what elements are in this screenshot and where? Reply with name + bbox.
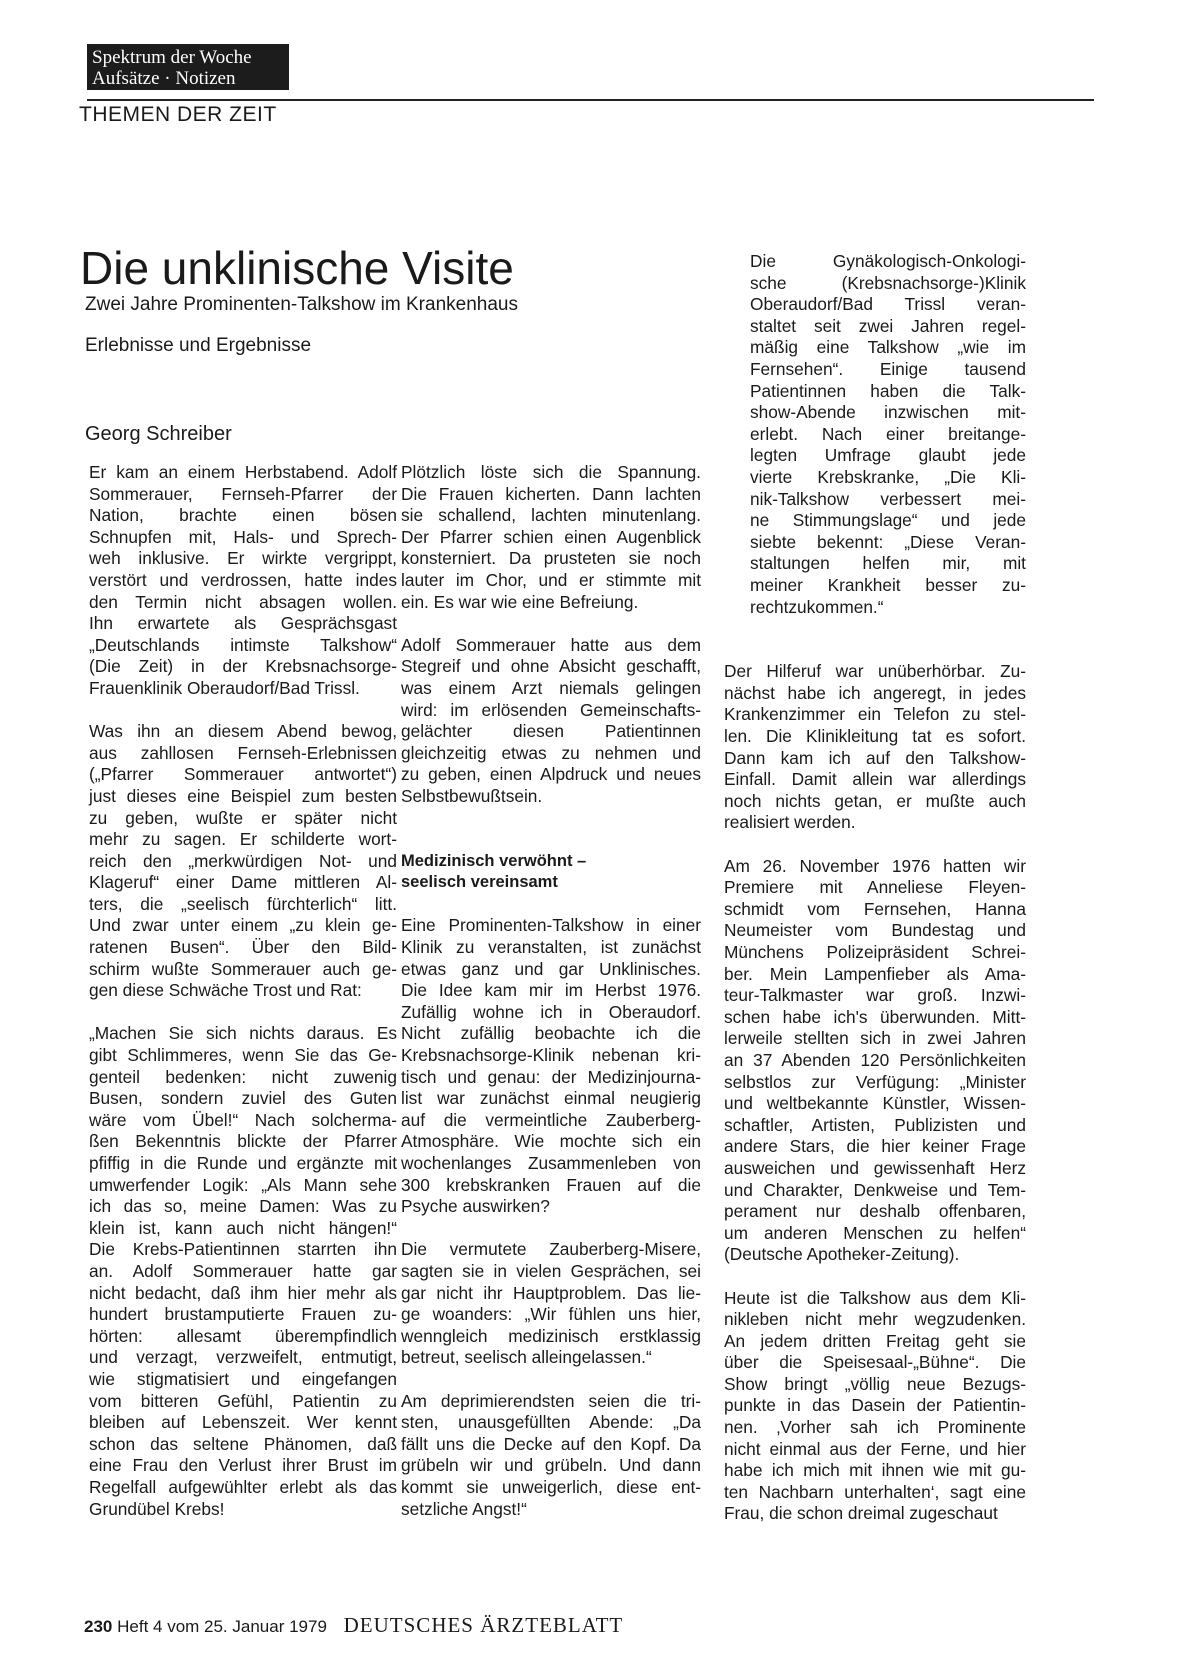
paragraph-gap [89, 700, 397, 722]
text-line: eine Frau den Verlust ihrer Brust im [89, 1455, 397, 1476]
text-line: ters, die „seelisch fürchterlich“ litt. [89, 893, 397, 914]
paragraph-gap [401, 1369, 701, 1391]
text-line: nen. ‚Vorher sah ich Prominente [724, 1417, 1026, 1438]
text-line: staltungen helfen mir, mit [750, 553, 1026, 574]
text-line: show-Abende inzwischen mit- [750, 402, 1026, 423]
text-line: An jedem dritten Freitag geht sie [724, 1330, 1026, 1351]
text-line: gar nicht ihr Hauptproblem. Das lie- [401, 1282, 701, 1303]
text-line: siebte bekennt: „Diese Veran- [750, 531, 1026, 552]
text-line: punkte in das Dasein der Patientin- [724, 1395, 1026, 1416]
paragraph-gap [724, 1266, 1026, 1288]
text-line: Neumeister vom Bundestag und [724, 920, 1026, 941]
text-line: Münchens Polizeipräsident Schrei- [724, 942, 1026, 962]
text-line: gleichzeitig etwas zu nehmen und [401, 742, 701, 763]
text-line: wird: im erlösenden Gemeinschafts- [401, 699, 701, 720]
section-label [87, 44, 289, 90]
page-footer [84, 1613, 623, 1638]
paragraph-gap [401, 808, 701, 830]
text-line: erlebt. Nach einer breitange- [750, 423, 1026, 444]
section-label-line2: Aufsätze · Notizen [92, 68, 236, 89]
paragraph-gap [750, 640, 1026, 662]
text-line: sagten sie in vielen Gesprächen, sei [401, 1260, 701, 1281]
text-line: Einfall. Damit allein war allerdings [724, 769, 1026, 790]
text-line: Patientinnen haben die Talk- [750, 380, 1026, 401]
text-line: reich den „merkwürdigen Not- und [89, 850, 397, 871]
text-line: andere Stars, die hier keiner Frage [724, 1136, 1026, 1157]
text-line: (Die Zeit) in der Krebsnachsorge- [89, 656, 397, 677]
article-subtitle: Zwei Jahre Prominenten-Talkshow im Krankenhaus [85, 294, 518, 315]
text-line: Nicht zufällig beobachte ich die [401, 1023, 701, 1044]
text-line: etwas ganz und gar Unklinisches. [401, 958, 701, 979]
text-line: realisiert werden. [724, 812, 856, 833]
text-line: sie schallend, lachten minutenlang. [401, 505, 701, 526]
text-line: und weltbekannte Künstler, Wissen- [724, 1093, 1026, 1114]
magazine-name: DEUTSCHES ÄRZTEBLATT [343, 1613, 624, 1637]
text-line: Atmosphäre. Wie mochte sich ein [401, 1131, 701, 1152]
text-line: nächst habe ich angeregt, in jedes [724, 682, 1026, 703]
text-line: len. Die Klinikleitung tat es sofort. [724, 726, 1026, 747]
text-line: ten Nachbarn unterhalten‘, sagt eine [724, 1481, 1026, 1502]
text-line: Die Gynäkologisch-Onkologi- [750, 251, 1026, 271]
text-line: und Charakter, Denkweise und Tem- [724, 1179, 1026, 1200]
article-subtitle-2: Erlebnisse und Ergebnisse [85, 335, 312, 356]
subheading-line: seelisch vereinsamt [401, 873, 558, 892]
text-line: Frauenklinik Oberaudorf/Bad Trissl. [89, 677, 360, 698]
text-line: habe ich mich mit ihnen wie mit gu- [724, 1460, 1026, 1481]
text-line: sche (Krebsnachsorge-)Klinik [750, 272, 1026, 293]
paragraph-gap [750, 618, 1026, 640]
text-line: verstört und verdrossen, hatte indes [89, 569, 397, 590]
text-line: weh inklusive. Er wirkte vergrippt, [89, 548, 397, 569]
text-line: list war zunächst einmal neugierig [401, 1088, 701, 1109]
text-line: „Machen Sie sich nichts daraus. Es [89, 1023, 397, 1044]
text-line: nik-Talkshow verbessert mei- [750, 488, 1026, 509]
text-line: schen habe ich's überwunden. Mitt- [724, 1006, 1026, 1027]
text-line: just dieses eine Beispiel zum besten [89, 785, 397, 806]
text-line: lauter im Chor, und er stimmte mit [401, 569, 701, 590]
text-line: Die Idee kam mir im Herbst 1976. [401, 980, 701, 1001]
text-line: an. Adolf Sommerauer hatte gar [89, 1260, 397, 1281]
text-line: klein ist, kann auch nicht hängen!“ [89, 1217, 397, 1238]
text-line: nicht bedacht, daß ihm hier mehr als [89, 1282, 397, 1303]
text-line: ge woanders: „Wir fühlen uns hier, [401, 1304, 701, 1325]
text-line: Zufällig wohne ich in Oberaudorf. [401, 1001, 701, 1022]
text-line: genteil bedenken: nicht zuwenig [89, 1066, 397, 1087]
text-line: zu geben, wußte er später nicht [89, 807, 397, 828]
paragraph-gap [401, 894, 701, 916]
text-line: gen diese Schwäche Trost und Rat: [89, 980, 362, 1001]
text-line: Dann kam ich auf den Talkshow- [724, 747, 1026, 768]
text-line: schmidt vom Fernsehen, Hanna [724, 898, 1026, 919]
text-line: tisch und genau: der Medizinjourna- [401, 1066, 701, 1087]
text-line: noch nichts getan, er mußte auch [724, 790, 1026, 811]
text-line: auf die vermeintliche Zauberberg- [401, 1109, 701, 1130]
text-line: Am 26. November 1976 hatten wir [724, 855, 1026, 876]
text-line: Die Krebs-Patientinnen starrten ihn [89, 1239, 397, 1260]
subheading-line: Medizinisch verwöhnt – [401, 851, 587, 870]
text-line: wäre vom Übel!“ Nach solcherma- [89, 1109, 397, 1130]
text-line: bleiben auf Lebenszeit. Wer kennt [89, 1412, 397, 1433]
text-line: Klageruf“ einer Dame mittleren Al- [89, 872, 397, 893]
text-line: ßen Bekenntnis blickte der Pfarrer [89, 1131, 397, 1152]
text-line: Frau, die schon dreimal zugeschaut [724, 1503, 998, 1524]
text-line: Ihn erwartete als Gesprächsgast [89, 613, 397, 634]
text-line: gibt Schlimmeres, wenn Sie das Ge- [89, 1045, 397, 1066]
text-line: legten Umfrage glaubt jede [750, 445, 1026, 466]
text-line: vierte Krebskranke, „Die Kli- [750, 466, 1026, 487]
text-line: perament nur deshalb offenbaren, [724, 1201, 1026, 1222]
text-line: was einem Arzt niemals gelingen [401, 677, 701, 698]
author: Georg Schreiber [85, 423, 232, 445]
text-line: schon das seltene Phänomen, daß [89, 1433, 397, 1454]
text-line: Der Pfarrer schien einen Augenblick [401, 526, 701, 547]
text-line: Psyche auswirken? [401, 1196, 550, 1217]
text-line: (Deutsche Apotheker-Zeitung). [724, 1244, 960, 1265]
text-line: Und zwar unter einem „zu klein ge- [89, 915, 397, 936]
text-line: teur-Talkmaster war groß. Inzwi- [724, 985, 1026, 1006]
text-line: selbstlos zur Verfügung: „Minister [724, 1071, 1026, 1092]
section-label-line1: Spektrum der Woche [92, 47, 252, 68]
text-line: ratenen Busen“. Über den Bild- [89, 937, 397, 958]
text-line: meiner Krankheit besser zu- [750, 574, 1026, 595]
text-line: nicht einmal aus der Ferne, und hier [724, 1438, 1026, 1459]
text-line: wochenlanges Zusammenleben von [401, 1153, 701, 1173]
paragraph-gap [401, 829, 701, 851]
text-line: staltet seit zwei Jahren regel- [750, 315, 1026, 336]
text-line: schirm wußte Sommerauer auch ge- [89, 958, 397, 979]
text-line: betreut, seelisch alleingelassen.“ [401, 1347, 652, 1368]
paragraph-gap [89, 1002, 397, 1024]
text-line: Nation, brachte einen bösen [89, 505, 397, 526]
text-line: über die Speisesaal-„Bühne“. Die [724, 1352, 1026, 1373]
text-line: sten, unausgefüllten Abende: „Da [401, 1412, 701, 1433]
text-line: ber. Mein Lampenfieber als Ama- [724, 963, 1026, 984]
text-line: mäßig eine Talkshow „wie im [750, 337, 1026, 358]
text-line: Adolf Sommerauer hatte aus dem [401, 634, 701, 655]
text-line: Oberaudorf/Bad Trissl veran- [750, 294, 1026, 315]
text-line: Plötzlich löste sich die Spannung. [401, 462, 701, 482]
text-line: umwerfender Logik: „Als Mann sehe [89, 1174, 397, 1195]
text-line: Heute ist die Talkshow aus dem Kli- [724, 1287, 1026, 1308]
text-line: grübeln wir und grübeln. Und dann [401, 1455, 701, 1476]
text-line: vom bitteren Gefühl, Patientin zu [89, 1390, 397, 1411]
text-line: fällt uns die Decke auf den Kopf. Da [401, 1433, 701, 1454]
text-line: wenngleich medizinisch erstklassig [401, 1325, 701, 1346]
text-column-3 [724, 251, 1026, 1525]
text-line: Klinik zu veranstalten, ist zunächst [401, 937, 701, 958]
text-line: ne Stimmungslage“ und jede [750, 510, 1026, 531]
text-line: wie stigmatisiert und eingefangen [89, 1368, 397, 1389]
kicker: THEMEN DER ZEIT [79, 103, 277, 126]
paragraph-gap [401, 1218, 701, 1240]
text-line: Krankenzimmer ein Telefon zu stel- [724, 704, 1026, 725]
text-line: gelächter diesen Patientinnen [401, 721, 701, 742]
header-rule [87, 99, 1094, 101]
text-line: Regelfall aufgewühlter erlebt als das [89, 1476, 397, 1497]
text-line: („Pfarrer Sommerauer antwortet“) [89, 764, 397, 785]
issue-info: Heft 4 vom 25. Januar 1979 [117, 1617, 327, 1636]
page-number: 230 [84, 1617, 113, 1636]
text-line: Fernsehen“. Einige tausend [750, 358, 1026, 379]
text-line: kommt sie unweigerlich, diese ent- [401, 1476, 701, 1497]
text-line: Der Hilferuf war unüberhörbar. Zu- [724, 661, 1026, 682]
text-line: lerweile stellten sich in zwei Jahren [724, 1028, 1026, 1049]
text-line: zu geben, einen Alpdruck und neues [401, 764, 701, 785]
text-line: mehr zu sagen. Er schilderte wort- [89, 829, 397, 850]
text-line: 300 krebskranken Frauen auf die [401, 1174, 701, 1195]
text-line: pfiffig in die Runde und ergänzte mit [89, 1153, 397, 1173]
text-line: hörten: allesamt überempfindlich [89, 1325, 397, 1346]
text-line: Krebsnachsorge-Klinik nebenan kri- [401, 1045, 701, 1066]
paragraph-gap [401, 613, 701, 635]
text-line: Stegreif und ohne Absicht geschafft, [401, 656, 701, 677]
text-line: Busen, sondern zuviel des Guten [89, 1088, 397, 1109]
paragraph-gap [724, 834, 1026, 856]
text-column-1 [89, 462, 397, 1520]
text-line: und verzagt, verzweifelt, entmutigt, [89, 1347, 397, 1368]
text-line: konsterniert. Da prusteten sie noch [401, 548, 701, 569]
text-line: um anderen Menschen zu helfen“ [724, 1222, 1026, 1243]
text-line: Er kam an einem Herbstabend. Adolf [89, 462, 397, 482]
text-line: Die vermutete Zauberberg-Misere, [401, 1239, 701, 1260]
text-line: an 37 Abenden 120 Persönlichkeiten [724, 1049, 1026, 1070]
text-line: ausweichen und gewissenhaft Herz [724, 1157, 1026, 1178]
text-line: rechtzukommen.“ [750, 596, 884, 617]
text-line: Schnupfen mit, Hals- und Sprech- [89, 526, 397, 547]
text-line: nikleben nicht mehr wegzudenken. [724, 1309, 1026, 1330]
text-line: Show bringt „völlig neue Bezugs- [724, 1373, 1026, 1394]
article-title: Die unklinische Visite [80, 242, 514, 294]
text-line: hundert brustamputierte Frauen zu- [89, 1304, 397, 1325]
text-line: schaftler, Artisten, Publizisten und [724, 1114, 1026, 1135]
text-line: Die Frauen kicherten. Dann lachten [401, 483, 701, 504]
text-line: Selbstbewußtsein. [401, 785, 543, 806]
text-line: „Deutschlands intimste Talkshow“ [89, 634, 397, 655]
text-line: setzliche Angst!“ [401, 1498, 527, 1519]
text-line: ich das so, meine Damen: Was zu [89, 1196, 397, 1217]
text-line: den Termin nicht absagen wollen. [89, 591, 397, 612]
text-line: Grundübel Krebs! [89, 1498, 225, 1519]
text-line: Eine Prominenten-Talkshow in einer [401, 915, 701, 936]
text-line: Premiere mit Anneliese Fleyen- [724, 877, 1026, 898]
text-line: aus zahllosen Fernseh-Erlebnissen [89, 742, 397, 763]
text-line: Was ihn an diesem Abend bewog, [89, 721, 397, 742]
text-line: Sommerauer, Fernseh-Pfarrer der [89, 483, 397, 504]
text-line: Am deprimierendsten seien die tri- [401, 1390, 701, 1411]
text-line: ein. Es war wie eine Befreiung. [401, 591, 639, 612]
text-column-2 [401, 462, 701, 1520]
